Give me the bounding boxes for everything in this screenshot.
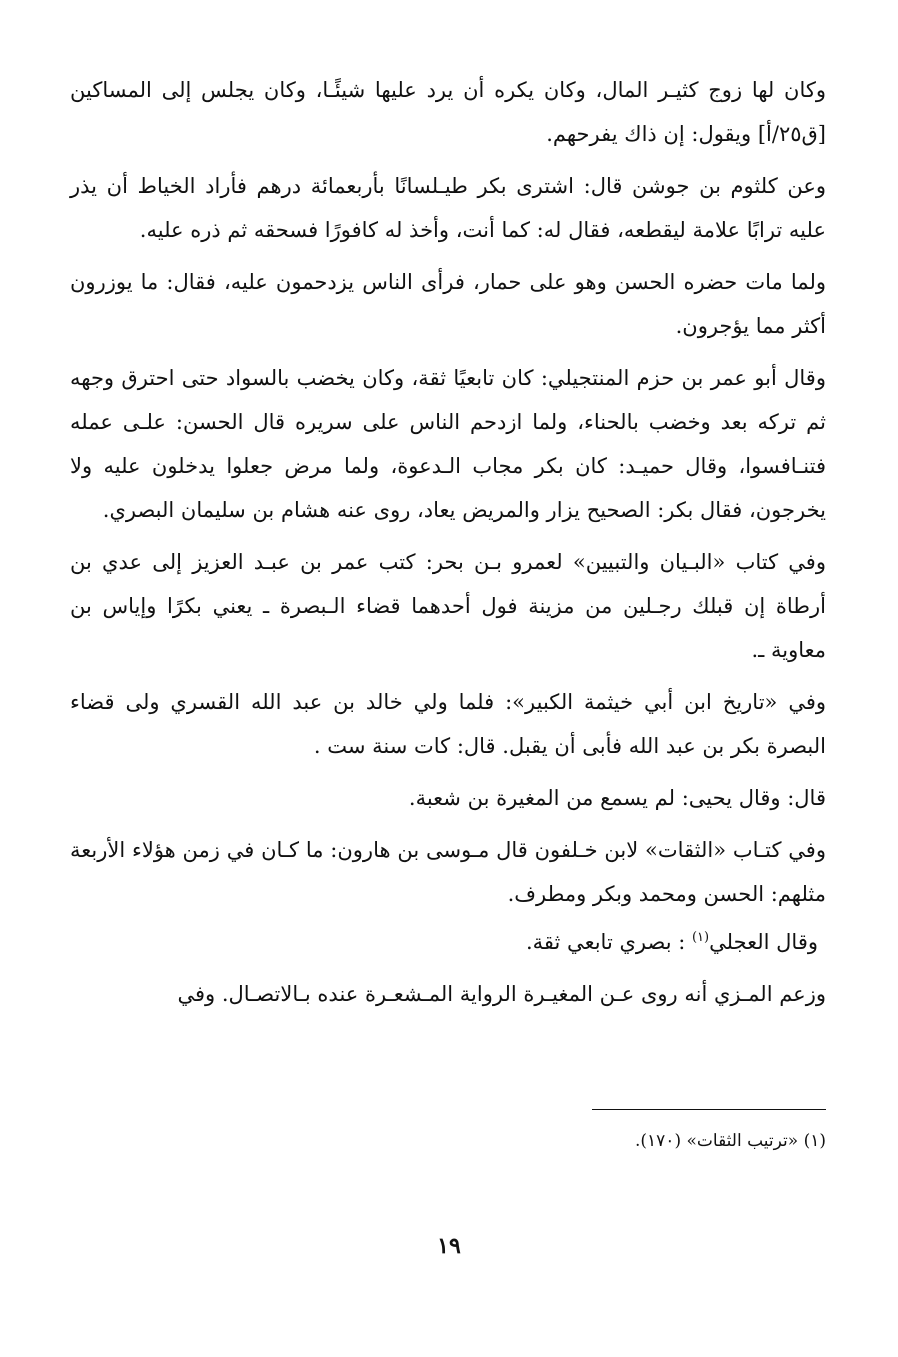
ijli-text-after: : بصري تابعي ثقة. <box>525 930 692 954</box>
paragraph-4: وقال أبو عمر بن حزم المنتجيلي: كان تابعيًا ثقة، وكان يخضب بالسواد حتى احترق وجهه ثم تركه بعد وخضب بالحناء، ولما ازدحم الناس على سريره قال الحسن: علـى عمله فتنـافسوا، وقال حميـد: كان بكر مجاب الـدعوة، ولما مرض جعلوا يدخلون عليه ولا يخرجون، فقال بكر: الصحيح يزار والمريض يعاد، روى عنه هشام بن سليمان البصري. <box>70 366 826 522</box>
ijli-text-before: وقال العجلي <box>709 930 818 954</box>
footnote-reference[interactable]: (١) <box>691 930 710 945</box>
paragraph-7: قال: وقال يحيى: لم يسمع من المغيرة بن شعبة. <box>408 786 826 810</box>
footnote-divider <box>592 1109 826 1110</box>
paragraph-8: وفي كتـاب «الثقات» لابن خـلفون قال مـوسى بن هارون: ما كـان في زمن هؤلاء الأربعة مثلهم: الحسن ومحمد وبكر ومطرف. <box>70 838 826 906</box>
paragraph-ijli <box>70 920 826 964</box>
paragraph-6: وفي «تاريخ ابن أبي خيثمة الكبير»: فلما ولي خالد بن عبد الله القسري ولى قضاء البصرة بكر بن عبد الله فأبى أن يقبل. قال: كات سنة ست . <box>70 690 826 758</box>
paragraph-1: وكان لها زوج كثيـر المال، وكان يكره أن يرد عليها شيئًـا، وكان يجلس إلى المساكين [ق٢٥/أ] ويقول: إن ذاك يفرحهم. <box>70 78 826 146</box>
paragraph-last: وزعم المـزي أنه روى عـن المغيـرة الرواية المـشعـرة عنده بـالاتصـال. وفي <box>177 982 826 1006</box>
footnote: (١) «ترتيب الثقات» (١٧٠). <box>635 1131 826 1151</box>
paragraph-5: وفي كتاب «البـيان والتبيين» لعمرو بـن بحر: كتب عمر بن عبـد العزيز إلى عدي بن أرطاة إن قبلك رجـلين من مزينة فول أحدهما قضاء الـبصرة ـ يعني بكرًا وإياس بن معاوية ـ. <box>70 550 826 662</box>
main-text <box>70 68 826 1024</box>
paragraph-2: وعن كلثوم بن جوشن قال: اشترى بكر طيـلسانًا بأربعمائة درهم فأراد الخياط أن يذر عليه ترابًا علامة ليقطعه، فقال له: كما أنت، وأخذ له كافورًا فسحقه ثم ذره عليه. <box>70 174 826 242</box>
paragraph-3: ولما مات حضره الحسن وهو على حمار، فرأى الناس يزدحمون عليه، فقال: ما يوزرون أكثر مما يؤجرون. <box>70 270 826 338</box>
page-number: ١٩ <box>437 1233 461 1259</box>
